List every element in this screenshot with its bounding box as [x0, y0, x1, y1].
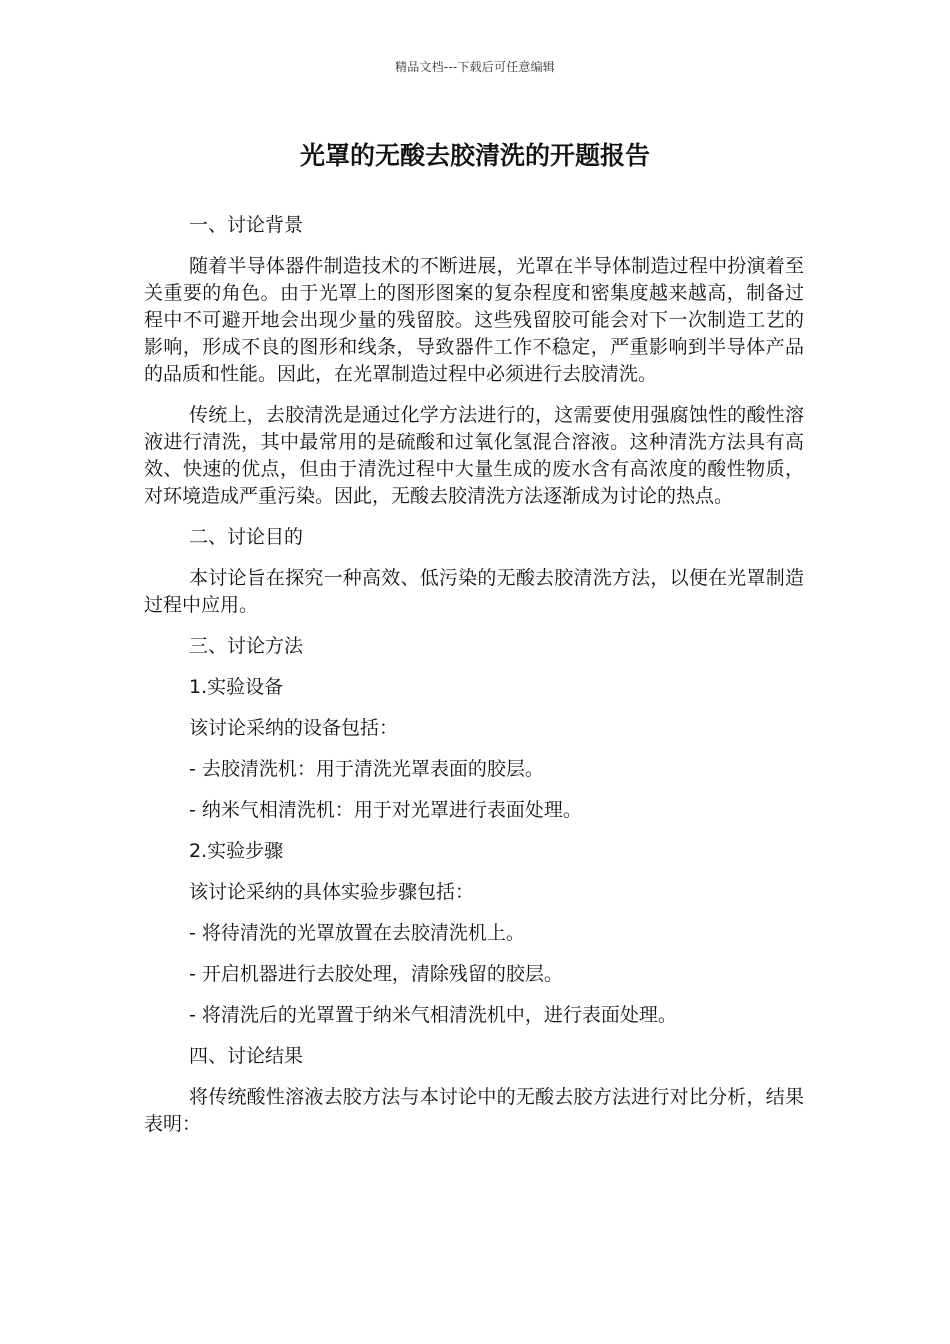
- equipment-intro: 该讨论采纳的设备包括：: [189, 717, 399, 739]
- section-heading-method: 三、讨论方法: [189, 635, 304, 657]
- paragraph-results: 将传统酸性溶液去胶方法与本讨论中的无酸去胶方法进行对比分析，结果表明：: [144, 1086, 804, 1135]
- paragraph-background-2: 传统上，去胶清洗是通过化学方法进行的，这需要使用强腐蚀性的酸性溶液进行清洗，其中最常用的是硫酸和过氧化氢混合溶液。这种清洗方法具有高效、快速的优点，但由于清洗过程中大量生成的废水含有高浓度的酸性物质，对环境造成严重污染。因此，无酸去胶清洗方法逐渐成为讨论的热点。: [144, 404, 804, 507]
- list-item: - 开启机器进行去胶处理，清除残留的胶层。: [189, 963, 563, 985]
- document-body: [144, 212, 804, 1152]
- section-heading-results: 四、讨论结果: [189, 1045, 304, 1067]
- subheading-steps: 2.实验步骤: [189, 840, 284, 862]
- section-heading-background: 一、讨论背景: [189, 214, 304, 236]
- section-heading-purpose: 二、讨论目的: [189, 526, 304, 548]
- document-title: 光罩的无酸去胶清洗的开题报告: [299, 141, 650, 170]
- list-item: - 将待清洗的光罩放置在去胶清洗机上。: [189, 922, 525, 944]
- list-item: - 去胶清洗机：用于清洗光罩表面的胶层。: [189, 758, 544, 780]
- list-item: - 将清洗后的光罩置于纳米气相清洗机中，进行表面处理。: [189, 1004, 677, 1026]
- steps-intro: 该讨论采纳的具体实验步骤包括：: [189, 881, 475, 903]
- paragraph-purpose: 本讨论旨在探究一种高效、低污染的无酸去胶清洗方法，以便在光罩制造过程中应用。: [144, 567, 804, 616]
- subheading-equipment: 1.实验设备: [189, 676, 284, 698]
- list-item: - 纳米气相清洗机：用于对光罩进行表面处理。: [189, 799, 582, 821]
- paragraph-background-1: 随着半导体器件制造技术的不断进展，光罩在半导体制造过程中扮演着至关重要的角色。由于光罩上的图形图案的复杂程度和密集度越来越高，制备过程中不可避开地会出现少量的残留胶。这些残留胶可能会对下一次制造工艺的影响，形成不良的图形和线条，导致器件工作不稳定，严重影响到半导体产品的品质和性能。因此，在光罩制造过程中必须进行去胶清洗。: [144, 255, 804, 385]
- header-note: 精品文档---下载后可任意编辑: [395, 60, 555, 74]
